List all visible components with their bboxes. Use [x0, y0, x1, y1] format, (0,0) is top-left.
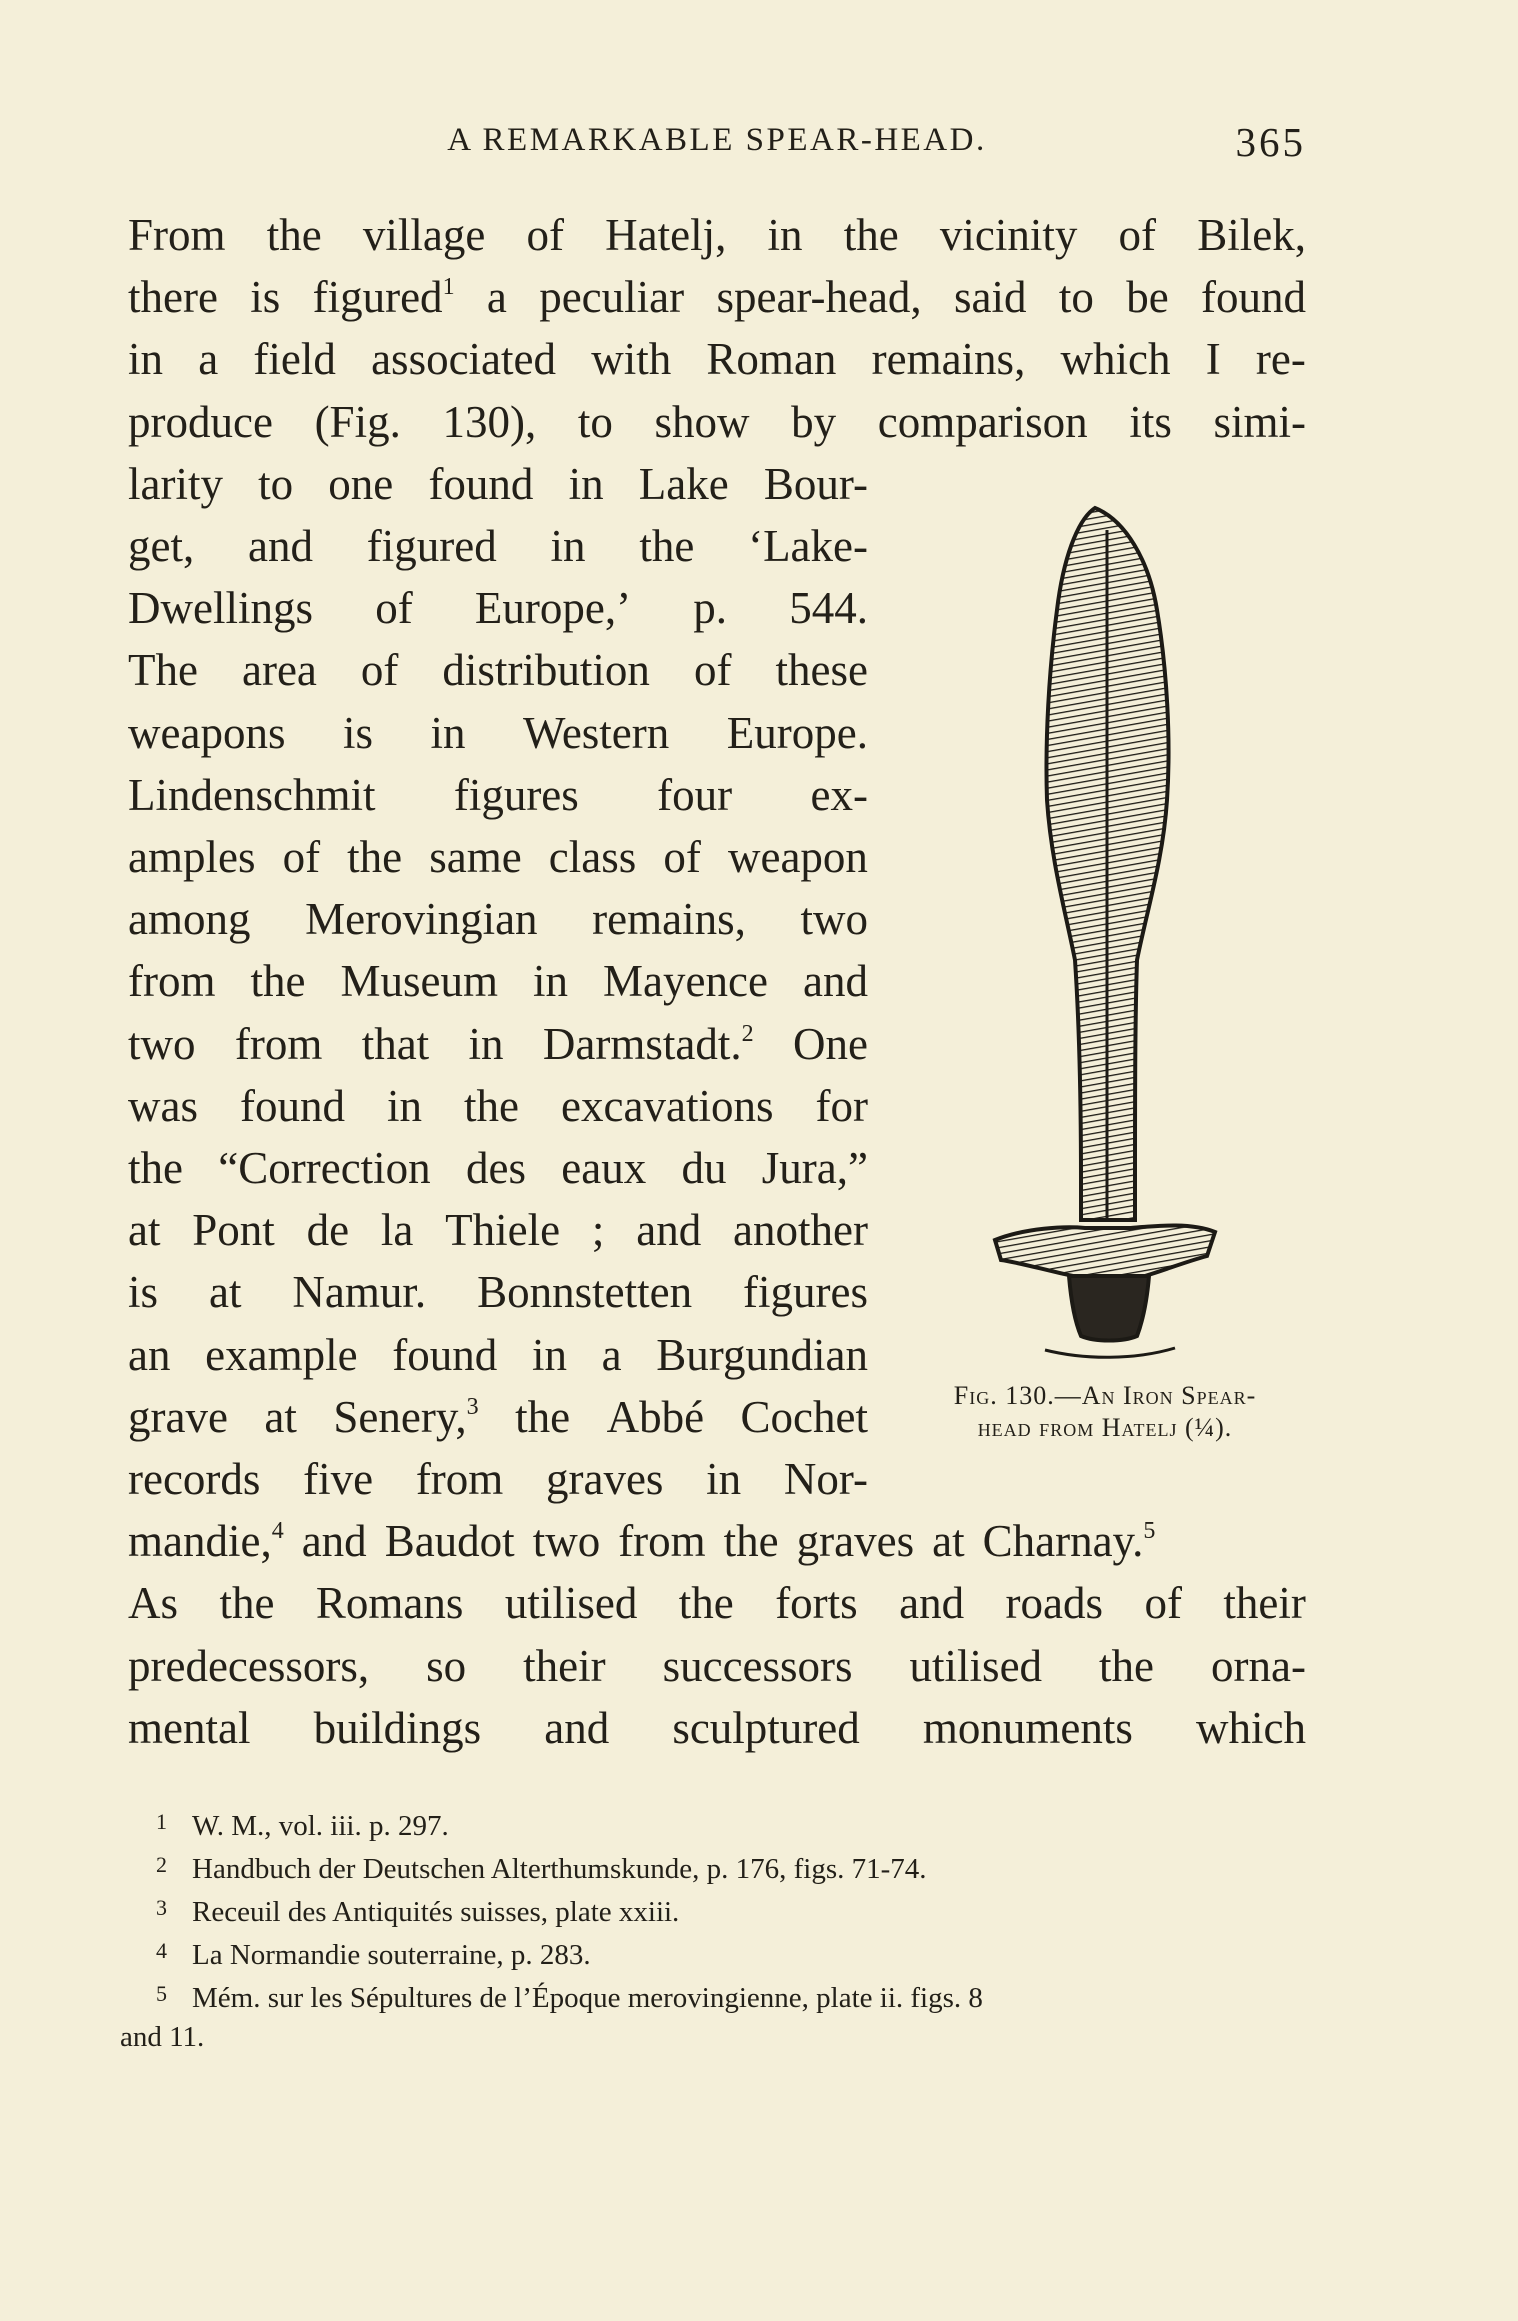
word: from	[234, 1018, 323, 1069]
word: at	[264, 1391, 297, 1442]
word: Lake	[638, 458, 729, 509]
word: Bonnstetten	[477, 1267, 693, 1318]
word: From	[128, 210, 226, 260]
word: Romans	[315, 1578, 464, 1629]
footnote-ref: 1	[442, 274, 455, 301]
word: two	[800, 894, 868, 945]
word: predecessors,	[128, 1640, 370, 1691]
footnote-text: Receuil des Antiquités suisses, plate xxiii.	[192, 1896, 680, 1928]
word: Europe,’	[474, 583, 632, 634]
spear-socket	[1069, 1276, 1149, 1341]
footnote-text: Handbuch der Deutschen Alterthumskunde, p. 176, figs. 71-74.	[192, 1853, 927, 1885]
text-line	[128, 1261, 868, 1323]
word: of	[375, 583, 413, 634]
word: Abbé	[606, 1391, 705, 1442]
word: for	[815, 1080, 868, 1131]
footnote-number: 2	[156, 1852, 167, 1877]
word: said	[954, 272, 1027, 323]
word: five	[303, 1454, 374, 1504]
footnote-ref: 2	[741, 1020, 754, 1047]
text-line	[128, 1572, 1306, 1634]
word: a	[601, 1329, 622, 1380]
word: from	[415, 1454, 504, 1504]
word: to	[1058, 272, 1094, 323]
word: As	[128, 1578, 179, 1629]
text-line	[128, 888, 868, 950]
word: monuments	[922, 1702, 1133, 1753]
word: figures	[453, 769, 579, 820]
word: found	[428, 458, 534, 509]
word: and	[248, 521, 313, 571]
text-line	[128, 950, 868, 1012]
footnote	[120, 1929, 1306, 1973]
page-number: 365	[1235, 119, 1306, 165]
word: Charnay.$^5$	[982, 1516, 1156, 1567]
word: “Correction	[218, 1143, 431, 1193]
spear-head-illustration	[985, 500, 1225, 1360]
footnote	[120, 1886, 1306, 1930]
word: eaux	[561, 1143, 647, 1193]
word: the	[464, 1080, 520, 1131]
word: there	[128, 272, 218, 323]
word: which	[1195, 1702, 1306, 1753]
word: which	[1060, 334, 1171, 385]
word: was	[128, 1080, 198, 1131]
word: ‘Lake-	[748, 521, 868, 571]
word: in	[387, 1080, 423, 1131]
word: in	[706, 1454, 742, 1504]
word: in	[531, 1329, 567, 1380]
word: the	[266, 210, 322, 260]
word: du	[681, 1143, 727, 1193]
word: The	[128, 645, 198, 696]
word: Roman	[706, 334, 837, 385]
footnote-ref: 4	[271, 1518, 284, 1545]
word: ex-	[810, 769, 868, 820]
word: vicinity	[939, 210, 1078, 260]
word: re-	[1255, 334, 1306, 385]
word: Dwellings	[128, 583, 313, 634]
word: two	[128, 1018, 196, 1069]
word: Merovingian	[305, 894, 538, 945]
word: excavations	[561, 1080, 774, 1131]
text-line	[128, 702, 868, 764]
running-head	[128, 118, 1306, 168]
word: remains,	[592, 894, 746, 945]
word: figures	[743, 1267, 868, 1318]
word: to	[258, 458, 294, 509]
word: records	[128, 1454, 261, 1504]
text-line	[128, 1324, 868, 1386]
footnote-number: 5	[156, 1981, 167, 2006]
word: Museum	[340, 956, 498, 1007]
text-line	[128, 577, 868, 639]
word: with	[591, 334, 672, 385]
word: and	[301, 1516, 367, 1567]
word: des	[465, 1143, 526, 1193]
word: in	[533, 956, 569, 1007]
word: sculptured	[672, 1702, 860, 1753]
text-line	[128, 764, 868, 826]
word: by	[791, 396, 837, 447]
word: so	[426, 1640, 467, 1691]
word: two	[532, 1516, 601, 1567]
word: Bilek,	[1197, 210, 1306, 260]
text-line	[128, 1386, 868, 1448]
text-line	[128, 453, 868, 515]
footnote-number: 4	[156, 1938, 167, 1963]
word: in	[430, 707, 466, 758]
word: one	[328, 458, 394, 509]
word: the	[723, 1516, 779, 1567]
word: figured	[366, 521, 497, 571]
word: an	[128, 1329, 171, 1380]
word: a	[198, 334, 219, 385]
word: found	[1201, 272, 1306, 323]
text-line	[128, 1013, 868, 1075]
word: found	[392, 1329, 498, 1380]
word: at	[208, 1267, 242, 1318]
spear-crossbar	[995, 1226, 1215, 1277]
word: forts	[775, 1578, 858, 1629]
word: a	[486, 272, 507, 323]
word: field	[253, 334, 336, 385]
word: Burgundian	[656, 1329, 868, 1380]
word: mental	[128, 1702, 251, 1753]
word: of	[526, 210, 564, 260]
word: de	[306, 1205, 350, 1256]
word: Darmstadt.$^2$	[542, 1018, 754, 1069]
word: area	[241, 645, 317, 696]
word: of	[663, 832, 701, 882]
caption-line-1: Fig. 130.—An Iron Spear-	[953, 1381, 1257, 1410]
word: and	[802, 956, 868, 1007]
word: from	[618, 1516, 706, 1567]
word: another	[733, 1205, 868, 1256]
word: of	[1118, 210, 1157, 260]
footnote-text: La Normandie souterraine, p. 283.	[192, 1939, 591, 1971]
word: Baudot	[384, 1516, 515, 1567]
footnote-text: and 11.	[120, 2021, 205, 2053]
footnote	[120, 1843, 1306, 1887]
word: peculiar	[539, 272, 685, 323]
text-line	[128, 1075, 868, 1137]
text-line	[128, 1697, 1306, 1759]
footnote-ref: 3	[466, 1393, 479, 1420]
word: ;	[591, 1205, 605, 1256]
word: example	[205, 1329, 358, 1380]
word: show	[654, 396, 750, 447]
word: of	[693, 645, 732, 696]
word: is	[342, 707, 373, 758]
word: amples	[128, 832, 256, 882]
text-line	[128, 1137, 868, 1199]
word: their	[523, 1640, 606, 1691]
word: mandie,$^4$	[128, 1516, 284, 1567]
figure-caption	[895, 1380, 1315, 1444]
word: I	[1205, 334, 1221, 385]
word: (Fig.	[314, 396, 401, 447]
word: graves	[796, 1516, 915, 1567]
footnote-ref: 5	[1143, 1518, 1156, 1545]
word: from	[128, 956, 216, 1007]
footnote	[120, 2015, 1306, 2059]
word: at	[128, 1205, 161, 1256]
word: and	[544, 1702, 610, 1753]
word: successors	[662, 1640, 853, 1691]
word: in	[568, 458, 604, 509]
caption-line-2: head from Hatelj (¼).	[977, 1413, 1233, 1442]
word: found	[240, 1080, 345, 1131]
word: p.	[693, 583, 728, 634]
text-line	[128, 266, 1306, 328]
word: the	[678, 1578, 734, 1629]
word: get,	[128, 521, 195, 571]
word: buildings	[313, 1702, 482, 1753]
word: village	[362, 210, 486, 260]
word: the	[639, 521, 695, 571]
word: Cochet	[740, 1391, 868, 1442]
word: 130),	[442, 396, 537, 447]
word: in	[128, 334, 164, 385]
word: four	[657, 769, 733, 820]
footnote-text: W. M., vol. iii. p. 297.	[192, 1810, 449, 1842]
word: associated	[371, 334, 556, 385]
word: weapon	[727, 832, 868, 882]
word: the	[128, 1143, 183, 1193]
word: remains,	[871, 334, 1026, 385]
word: simi-	[1213, 396, 1306, 447]
word: their	[1223, 1578, 1306, 1629]
footnote-number: 1	[156, 1809, 167, 1834]
word: in	[767, 210, 803, 260]
word: spear-head,	[716, 272, 922, 323]
word: in	[550, 521, 586, 571]
word: at	[932, 1516, 965, 1567]
running-title: A REMARKABLE SPEAR-HEAD.	[447, 122, 987, 158]
word: that	[361, 1018, 430, 1069]
word: Senery,$^3$	[333, 1391, 479, 1442]
word: among	[128, 894, 251, 945]
word: of	[1144, 1578, 1182, 1629]
word: be	[1126, 272, 1169, 323]
word: to	[577, 396, 613, 447]
word: Lindenschmit	[128, 769, 376, 820]
word: these	[775, 645, 868, 696]
word: Western	[522, 707, 670, 758]
word: 544.	[789, 583, 868, 634]
word: Namur.	[292, 1267, 427, 1318]
text-line	[128, 391, 1306, 453]
text-line	[128, 1448, 868, 1510]
word: produce	[128, 396, 273, 447]
word: Mayence	[603, 956, 768, 1007]
footnote	[120, 1800, 1306, 1844]
word: the	[843, 210, 899, 260]
footnote	[120, 1972, 1306, 2016]
word: is	[128, 1267, 159, 1318]
word: Bour-	[763, 458, 868, 509]
text-line	[128, 204, 1306, 266]
word: its	[1129, 396, 1172, 447]
word: grave	[128, 1391, 228, 1442]
word: larity	[128, 458, 223, 509]
word: la	[380, 1205, 414, 1256]
word: weapons	[128, 707, 286, 758]
word: figured$^1$	[312, 272, 455, 323]
word: of	[282, 832, 321, 882]
word: Thiele	[445, 1205, 561, 1256]
word: the	[250, 956, 306, 1007]
text-line	[128, 1510, 1306, 1572]
word: Europe.	[726, 707, 868, 758]
word: Pont	[192, 1205, 275, 1256]
word: Jura,”	[761, 1143, 868, 1193]
footnote-number: 3	[156, 1895, 167, 1920]
word: distribution	[442, 645, 650, 696]
text-line	[128, 515, 868, 577]
word: utilised	[504, 1578, 638, 1629]
text-line	[128, 1635, 1306, 1697]
text-line	[128, 1199, 868, 1261]
word: utilised	[909, 1640, 1043, 1691]
word: the	[1099, 1640, 1155, 1691]
word: and	[636, 1205, 702, 1256]
word: One	[792, 1018, 868, 1069]
text-line	[128, 328, 1306, 390]
word: roads	[1005, 1578, 1104, 1629]
word: Nor-	[783, 1454, 868, 1504]
text-line	[128, 639, 868, 701]
word: the	[219, 1578, 275, 1629]
footnote-text: Mém. sur les Sépultures de l’Époque merovingienne, plate ii. figs. 8	[192, 1982, 983, 2014]
word: comparison	[877, 396, 1088, 447]
word: is	[250, 272, 281, 323]
text-line	[128, 826, 868, 888]
word: the	[515, 1391, 571, 1442]
word: class	[548, 832, 637, 882]
word: the	[347, 832, 403, 882]
word: orna-	[1211, 1640, 1306, 1691]
word: same	[429, 832, 522, 882]
word: and	[899, 1578, 965, 1629]
word: of	[360, 645, 399, 696]
word: in	[468, 1018, 504, 1069]
word: graves	[546, 1454, 664, 1504]
word: Hatelj,	[605, 210, 727, 260]
